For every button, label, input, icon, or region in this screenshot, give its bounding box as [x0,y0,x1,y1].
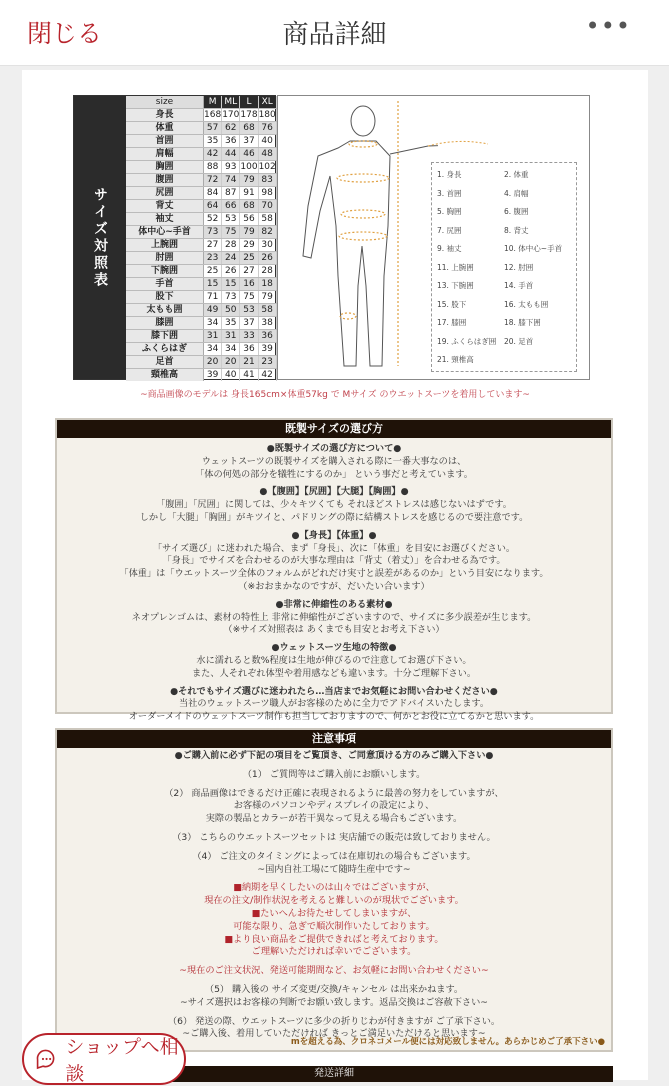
size-value: 31 [204,330,222,342]
block-line: ~ご購入後、着用していただければ きっとご満足いただけると思います~ [182,1028,486,1040]
block-line: ■より良い商品をご提供できればと考えております。 [224,933,444,945]
size-guide-section [55,418,613,723]
size-value: 79 [240,226,258,238]
size-value: 73 [204,226,222,238]
size-value: 79 [259,291,277,303]
size-value: 27 [240,265,258,277]
size-value: 75 [222,226,240,238]
block-line: ウェットスーツの既製サイズを購入される際に一番大事なのは、 [201,455,467,467]
block-line: （5） 購入後の サイズ変更/交換/キャンセル は出来かねます。 [204,983,464,995]
size-value: 82 [259,226,277,238]
size-value: 40 [222,369,240,381]
block-line: ■納期を早くしたいのは山々ではございますが、 [233,882,435,894]
block-line: しかし「大腿」「胸囲」がキツイと、パドリングの際に結構ストレスを感じるので要注意です。 [139,511,529,523]
legend-item: 4. 肩幅 [504,188,529,198]
more-options-button[interactable]: ••• [585,12,631,40]
notes-section [55,728,613,1052]
size-value: 91 [240,187,258,199]
notes-body [57,750,611,1041]
block-line: （2） 商品画像はできるだけ正確に表現されるように最善の努力をしていますが、 [164,787,504,799]
size-chart-row [126,161,277,174]
size-chart-row [126,369,277,381]
size-value: 25 [240,252,258,264]
top-bar [0,0,669,66]
size-chart-row [126,343,277,356]
legend-item: 18. 膝下囲 [504,318,541,327]
arm-measure-icon [428,136,488,156]
size-value: 170 [222,110,240,120]
measurement-legend [431,162,577,372]
measurement-name: 胸囲 [126,161,204,173]
size-chart-row [126,174,277,187]
size-value: 34 [204,343,222,355]
shop-consult-label: ショップへ相談 [65,1036,179,1085]
page-title: 商品詳細 [282,20,387,50]
size-value: 53 [222,213,240,225]
size-value: 53 [240,304,258,316]
block-title: ●【腹囲】【尻囲】【大腿】【胸囲】● [259,486,409,498]
measurement-name: 手首 [126,278,204,290]
block-line: オーダーメイドのウェットスーツ制作も担当しておりますので、何かとお役に立てるかと思います。 [128,711,540,723]
legend-item: 5. 胸囲 [437,207,462,216]
size-value: 27 [204,239,222,251]
size-value: 35 [204,135,222,147]
legend-item: 11. 上腕囲 [437,262,474,272]
size-chart-grid [126,96,277,379]
text-block [57,530,611,594]
model-caption: ~商品画像のモデルは 身長165cm×体重57kg で Mサイズ のウエットスーツを着用しています~ [140,390,530,400]
block-title: ●ご購入前に必ず下記の項目をご覧頂き、ご同意頂ける方のみご購入下さい● [174,750,494,761]
measurement-name: 背丈 [126,200,204,212]
notes-title: 注意事項 [57,730,611,748]
measurement-name: 尻囲 [126,187,204,199]
size-chart-row [126,330,277,343]
size-value: 100 [240,162,258,172]
size-value: 42 [259,369,277,381]
size-value: 52 [204,213,222,225]
size-chart-row [126,109,277,122]
size-value: 70 [259,200,277,212]
block-line: （※サイズ対照表は あくまでも目安とお考え下さい） [223,624,445,636]
size-value: 87 [222,187,240,199]
block-line: ~現在のご注文状況、発送可能期間など、お気軽にお問い合わせください~ [179,965,489,977]
legend-item: 17. 膝囲 [437,318,467,327]
legend-item: 8. 背丈 [504,225,529,235]
size-value: 15 [204,278,222,290]
size-value: 79 [240,174,258,186]
measurement-name: 腹囲 [126,174,204,186]
size-value: 48 [259,148,277,160]
measurement-name: 膝囲 [126,317,204,329]
size-value: 40 [259,135,277,147]
size-chart-row [126,356,277,369]
size-value: 44 [222,148,240,160]
text-block [57,642,611,680]
size-column-header: ML [222,96,240,108]
block-line: 実際の製品とカラーが若干異なって見える場合もございます。 [205,813,463,825]
size-value: 16 [240,278,258,290]
size-value: 46 [240,148,258,160]
size-value: 72 [204,174,222,186]
size-value: 56 [240,213,258,225]
block-title: ●既製サイズの選び方について● [266,443,402,454]
measurement-name: 膝下囲 [126,330,204,342]
legend-item: 6. 腹囲 [504,207,529,216]
close-button[interactable]: 閉じる [27,19,103,48]
size-value: 23 [259,356,277,368]
size-value: 168 [204,110,222,120]
text-block [57,443,611,481]
size-value: 68 [240,122,258,134]
legend-item: 13. 下腕囲 [437,281,474,290]
text-block [57,851,611,877]
size-value: 71 [204,291,222,303]
size-value: 68 [240,200,258,212]
measurement-name: 身長 [126,109,204,121]
text-block [57,686,611,724]
size-value: 50 [222,304,240,316]
block-title: ●それでもサイズ選びに迷われたら…当店までお気軽にお問い合わせください● [170,685,498,697]
measurement-name: 下腕囲 [126,265,204,277]
legend-item: 21. 頸椎高 [437,355,474,364]
size-chart-row [126,239,277,252]
block-line: 「体の何処の部分を犠牲にするのか」 という事だと考えています。 [195,468,473,480]
block-line: （6） 発送の際、ウエットスーツに多少の折りじわが付きますが ご了承下さい。 [167,1015,501,1027]
text-block [57,788,611,826]
measurement-name: 肘囲 [126,252,204,264]
measurement-name: ふくらはぎ [126,343,204,355]
legend-item: 2. 体重 [504,170,529,179]
block-line: 「腹囲」「尻囲」に関しては、少々キツくても それほどストレスは感じないはずです。 [156,499,512,511]
size-value: 58 [259,213,277,225]
size-column-header: M [204,96,222,108]
measurement-name: 肩幅 [126,148,204,160]
size-value: 33 [240,330,258,342]
legend-item: 9. 袖丈 [437,244,462,253]
block-line: お客様のパソコンやディスプレイの設定により、 [233,800,435,812]
size-value: 42 [204,148,222,160]
measurement-name: 袖丈 [126,213,204,225]
size-value: 34 [204,317,222,329]
size-column-header: L [240,96,258,108]
size-chart-row [126,265,277,278]
size-value: 66 [222,200,240,212]
size-value: 37 [240,135,258,147]
size-chart-row [126,291,277,304]
block-line: （1） ご質問等はご購入前にお願いします。 [242,768,426,780]
measurement-name: 頸椎高 [126,369,204,381]
size-value: 18 [259,278,277,290]
size-value: 30 [259,239,277,251]
measurement-name: 上腕囲 [126,239,204,251]
size-chart-side-label: サイズ対照表 [74,96,126,379]
size-value: 64 [204,200,222,212]
size-chart-row [126,187,277,200]
size-guide-body [57,443,611,724]
size-value: 29 [240,239,258,251]
size-value: 84 [204,187,222,199]
block-line: 現在の注文/制作状況を考えると難しいのが現状でございます。 [204,895,464,907]
body-figure-icon [278,96,438,379]
chat-icon [34,1046,57,1072]
text-block [57,984,611,1010]
block-line: ネオプレンゴムは、素材の特性上 非常に伸縮性がございますので、サイズに多少誤差が生じます。 [131,611,537,623]
legend-item: 1. 身長 [437,170,462,179]
measurement-name: 体中心~手首 [126,226,204,238]
size-value: 20 [204,356,222,368]
size-chart-row [126,317,277,330]
block-line: ~サイズ選択はお客様の判断でお願い致します。返品交換はご容赦下さい~ [180,996,488,1008]
size-chart-header-row [126,96,277,109]
legend-item: 10. 体中心~手首 [504,244,563,253]
block-title: ●【身長】【体重】● [291,529,377,541]
size-value: 26 [222,265,240,277]
size-value: 36 [240,343,258,355]
legend-item: 12. 肘囲 [504,262,534,272]
legend-item: 20. 足首 [504,336,534,346]
size-value: 49 [204,304,222,316]
block-line: （3） こちらのウエットスーツセットは 実店舗での販売は致しておりません。 [172,831,496,843]
size-chart-row [126,122,277,135]
size-value: 21 [240,356,258,368]
size-value: 25 [204,265,222,277]
size-value: 88 [204,161,222,173]
measurement-name: 体重 [126,122,204,134]
size-value: 15 [222,278,240,290]
notes-footer: mを超える為、クロネコメール便には対応致しません。あらかじめご了承下さい● [290,1037,605,1047]
size-value: 20 [222,356,240,368]
size-value: 178 [240,110,258,120]
block-line: ■たいへんお待たせしてしまいますが、 [251,907,417,919]
block-line: 水に濡れると数%程度は生地が伸びるので注意してお選び下さい。 [196,654,472,666]
size-chart-table [73,95,276,380]
size-column-header: XL [259,96,277,108]
measurement-name: 足首 [126,356,204,368]
size-chart-row [126,226,277,239]
block-line: 「体重」は「ウエットスーツ全体のフォルムがどれだけ実寸と誤差があるのか」という目安になります。 [119,568,549,580]
size-value: 28 [259,265,277,277]
size-value: 39 [259,343,277,355]
size-value: 39 [204,369,222,381]
text-block [57,486,611,524]
legend-item: 7. 尻囲 [437,225,462,235]
text-block [57,832,611,845]
size-value: 58 [259,304,277,316]
block-title: ●非常に伸縮性のある素材● [275,598,393,610]
size-value: 31 [222,330,240,342]
size-value: 23 [204,252,222,264]
size-guide-title: 既製サイズの選び方 [57,420,611,438]
size-chart-row [126,304,277,317]
size-value: 98 [259,187,277,199]
size-value: 102 [258,162,276,172]
size-value: 180 [258,110,276,120]
text-block [57,769,611,782]
size-chart-row [126,252,277,265]
size-label-header: size [126,96,204,108]
size-value: 24 [222,252,240,264]
legend-item: 3. 首囲 [437,188,462,198]
legend-item: 15. 股下 [437,299,467,309]
size-value: 38 [259,317,277,329]
size-value: 74 [222,174,240,186]
size-value: 36 [259,330,277,342]
body-measurement-diagram [277,95,590,380]
measurement-name: 首囲 [126,135,204,147]
size-chart-row [126,278,277,291]
measurement-name: 太もも囲 [126,304,204,316]
size-value: 73 [222,291,240,303]
block-line: 当社のウェットスーツ職人がお客様のために全力でアドバイスいたします。 [178,698,490,710]
text-block [57,882,611,959]
legend-item: 19. ふくらはぎ囲 [437,336,497,346]
size-value: 37 [240,317,258,329]
block-line: 可能な限り、急ぎで順次制作いたしております。 [233,920,435,932]
size-value: 28 [222,239,240,251]
text-block [57,599,611,637]
size-chart-row [126,200,277,213]
size-value: 76 [259,122,277,134]
size-value: 35 [222,317,240,329]
block-line: 「身長」でサイズを合わせるのが大事な理由は「背丈（着丈）」を合わせる為です。 [162,555,506,567]
block-line: ご理解いただければ幸いでございます。 [251,946,417,958]
size-chart-row [126,148,277,161]
legend-item: 16. 太もも囲 [504,299,549,309]
size-value: 62 [222,122,240,134]
legend-item: 14. 手首 [504,281,534,290]
shop-consult-button[interactable] [22,1033,186,1085]
size-value: 41 [240,369,258,381]
size-value: 57 [204,122,222,134]
size-value: 36 [222,135,240,147]
block-line: （※おおまかなのですが、だいたい合います） [238,580,430,592]
block-line: ~国内自社工場にて随時生産中です~ [257,863,411,875]
shipping-section-title: 発送詳細 [55,1066,613,1082]
size-value: 75 [240,291,258,303]
block-line: 「サイズ選び」に迷われた場合、まず「身長」、次に「体重」を目安にお選びください。 [152,542,516,554]
block-title: ●ウェットスーツ生地の特徴● [271,642,397,654]
size-value: 34 [222,343,240,355]
size-value: 93 [222,161,240,173]
block-line: また、人それぞれ体型や着用感なども違います。十分ご理解下さい。 [191,667,477,679]
text-block [57,750,611,763]
size-chart-row [126,135,277,148]
measurement-name: 股下 [126,291,204,303]
size-chart-row [126,213,277,226]
block-line: （4） ご注文のタイミングによっては在庫切れの場合もございます。 [192,850,476,862]
size-value: 26 [259,252,277,264]
size-value: 83 [259,174,277,186]
text-block [57,965,611,978]
